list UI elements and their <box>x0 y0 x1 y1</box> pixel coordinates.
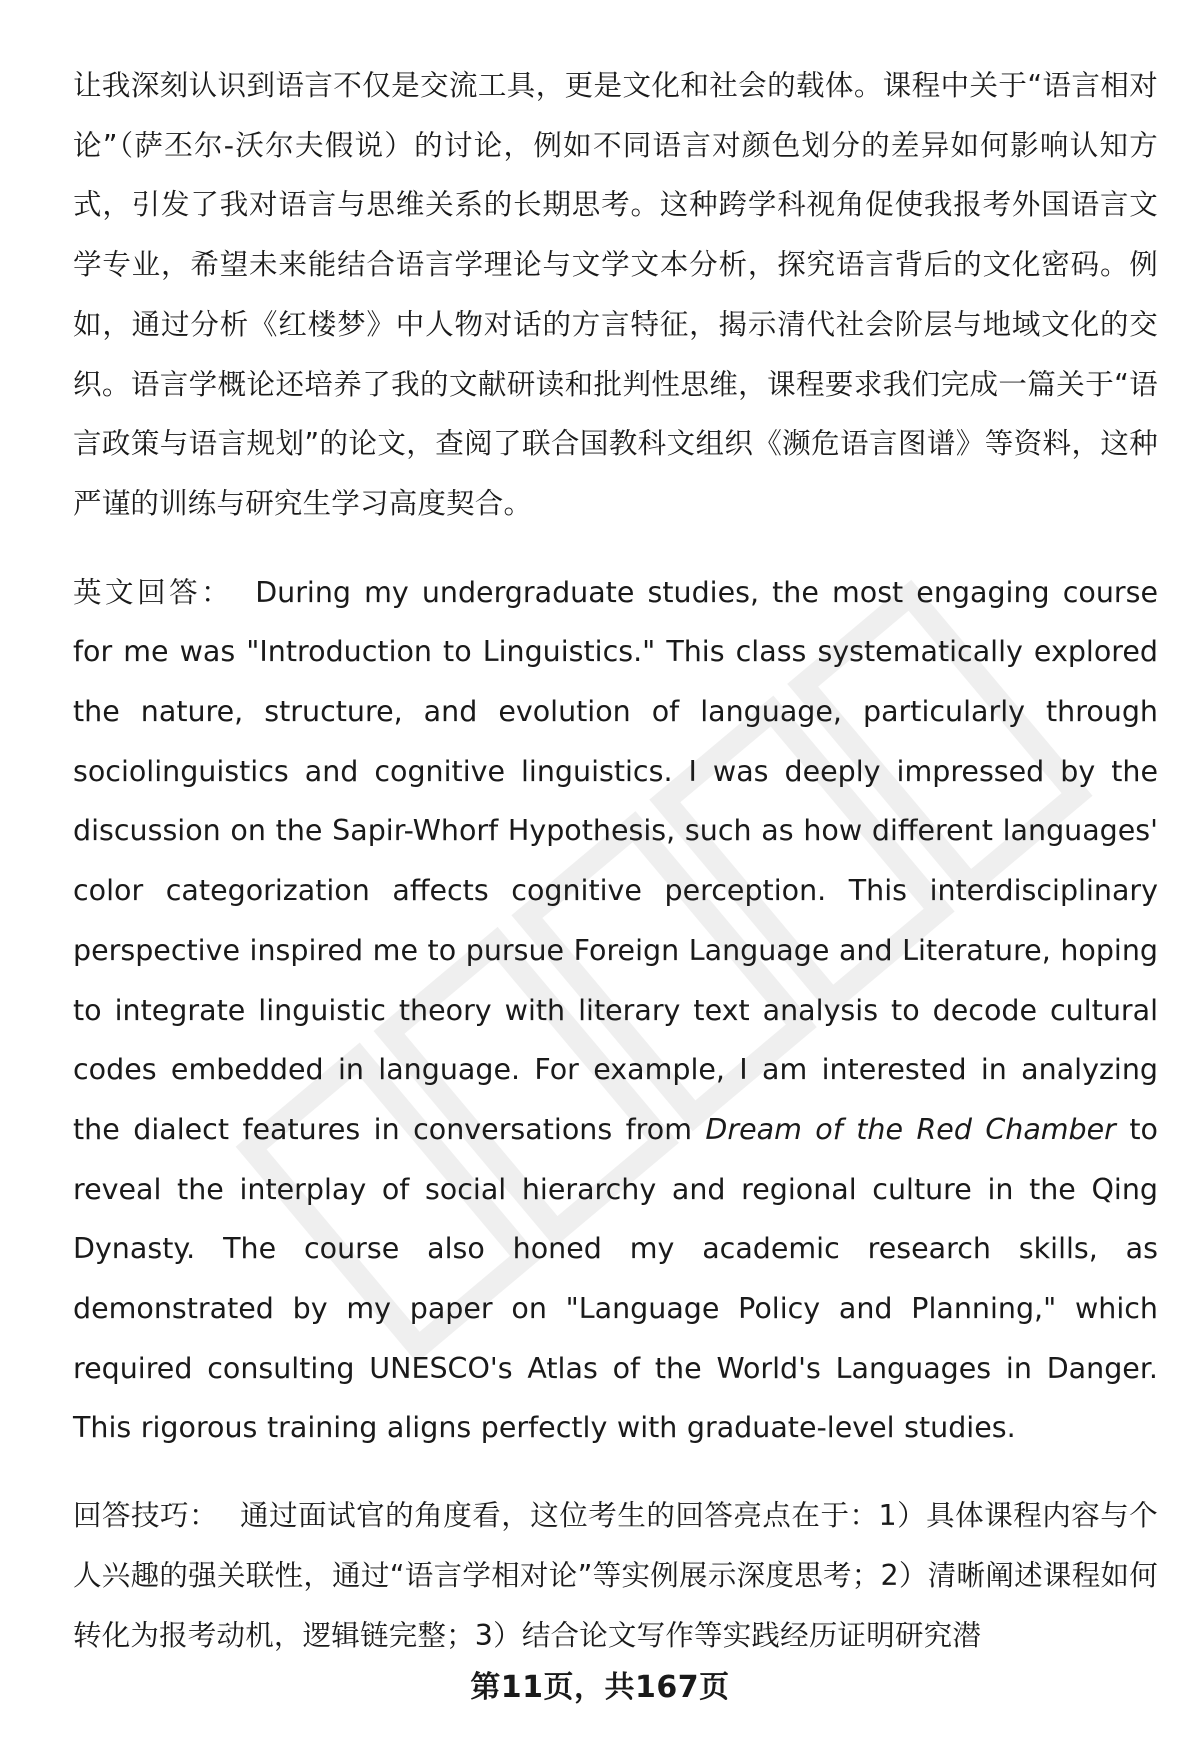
paragraph-chinese-continuation: 让我深刻认识到语言不仅是交流工具，更是文化和社会的载体。课程中关于“语言相对论”（萨丕尔-沃尔夫假说）的讨论，例如不同语言对颜色划分的差异如何影响认知方式，引发了我对语言与思维关系的长期思考。这种跨学科视角促使我报考外国语言文学专业，希望未来能结合语言学理论与文学文本分析，探究语言背后的文化密码。例如，通过分析《红楼梦》中人物对话的方言特征，揭示清代社会阶层与地域文化的交织。语言学概论还培养了我的文献研读和批判性思维，课程要求我们完成一篇关于“语言政策与语言规划”的论文，查阅了联合国教科文组织《濒危语言图谱》等资料，这种严谨的训练与研究生学习高度契合。 <box>73 69 1158 520</box>
paragraph-answer-tips <box>73 1486 1158 1665</box>
answer-tips-text: 通过面试官的角度看，这位考生的回答亮点在于：1）具体课程内容与个人兴趣的强关联性，通过“语言学相对论”等实例展示深度思考；2）清晰阐述课程如何转化为报考动机，逻辑链完整；3）结合论文写作等实践经历证明研究潜 <box>73 1499 1158 1652</box>
answer-tips-label: 回答技巧： <box>73 1499 219 1533</box>
english-answer-text-part-1: During my undergraduate studies, the most engaging course for me was "Introduction to Linguistics." This class systematically explored the nature, structure, and evolution of language, particularly through sociolinguistics and cognitive linguistics. I was deeply impressed by the discussion on the Sapir-Whorf Hypothesis, such as how different languages' color categorization affects cognitive perception. This interdisciplinary perspective inspired me to pursue Foreign Language and Literature, hoping to integrate linguistic theory with literary text analysis to decode cultural codes embedded in language. For example, I am interested in analyzing the dialect features in conversations from <box>73 575 1158 1146</box>
paragraph-english-answer <box>73 563 1158 1459</box>
english-answer-label: 英文回答： <box>73 575 234 609</box>
page-number: 第11页，共167页 <box>470 1670 730 1705</box>
book-title-italic: Dream of the Red Chamber <box>705 1112 1116 1146</box>
english-answer-text-part-2: to reveal the interplay of social hierarchy and regional culture in the Qing Dynasty. The course also honed my academic research skills, as demonstrated by my paper on "Language Policy and Planning," which required consulting UNESCO's Atlas of the World's Languages in Danger. This rigorous training aligns perfectly with graduate-level studies. <box>73 1112 1158 1445</box>
document-body <box>73 56 1158 1694</box>
